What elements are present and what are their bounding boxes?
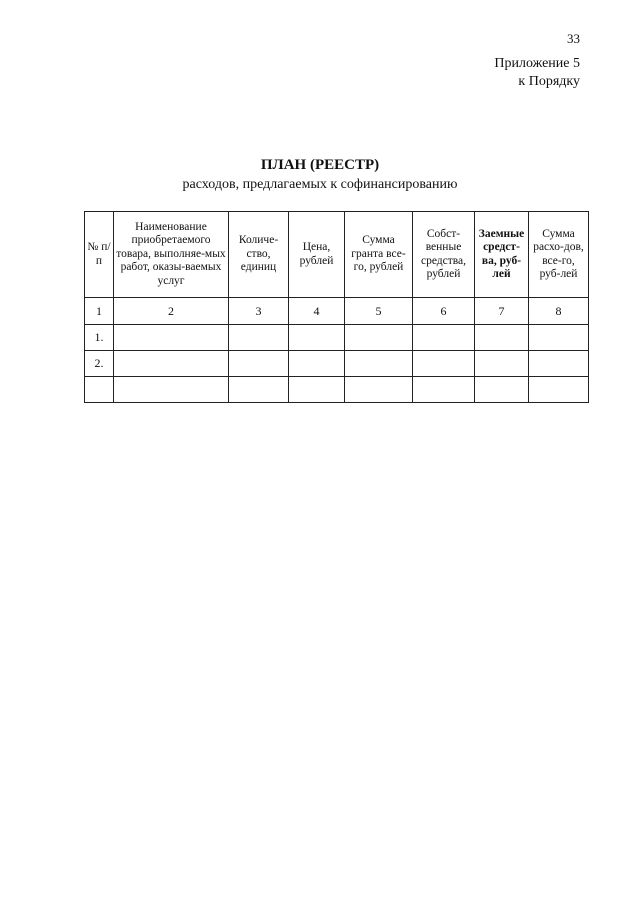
- document-subtitle: расходов, предлагаемых к софинансированию: [182, 177, 458, 192]
- column-number-cell: 6: [413, 298, 475, 325]
- table-cell: [114, 377, 229, 403]
- column-number-cell: 1: [85, 298, 114, 325]
- header-cell-price: Цена, рублей: [289, 212, 345, 298]
- appendix-line-2: к Порядку: [518, 74, 580, 89]
- header-cell-quantity: Количе-ство, единиц: [229, 212, 289, 298]
- table-cell: [475, 325, 529, 351]
- column-number-cell: 3: [229, 298, 289, 325]
- table-row: [85, 351, 589, 377]
- header-cell-total-expenses: Сумма расхо-дов, все-го, руб-лей: [529, 212, 589, 298]
- table-cell: [289, 325, 345, 351]
- column-number-row: [85, 298, 589, 325]
- table-cell: [229, 325, 289, 351]
- table-cell: [345, 325, 413, 351]
- column-number-cell: 2: [114, 298, 229, 325]
- header-cell-grant-amount: Сумма гранта все-го, рублей: [345, 212, 413, 298]
- header-cell-item-name: Наименование приобретаемого товара, выполняе-мых работ, оказы-ваемых услуг: [114, 212, 229, 298]
- table-cell: [529, 377, 589, 403]
- table-cell: [114, 351, 229, 377]
- table-cell: [413, 325, 475, 351]
- table-row: [85, 325, 589, 351]
- appendix-line-1: Приложение 5: [494, 56, 580, 71]
- header-cell-own-funds: Собст-венные средства, рублей: [413, 212, 475, 298]
- page-number: 33: [567, 31, 580, 46]
- appendix-reference: [494, 55, 580, 91]
- header-cell-row-number: № п/п: [85, 212, 114, 298]
- table-cell: 2.: [85, 351, 114, 377]
- table-cell: [413, 377, 475, 403]
- table-cell: [85, 377, 114, 403]
- table-cell: [114, 325, 229, 351]
- table-cell: [529, 325, 589, 351]
- table-row: [85, 377, 589, 403]
- table-cell: 1.: [85, 325, 114, 351]
- table-cell: [413, 351, 475, 377]
- table-cell: [475, 377, 529, 403]
- table-cell: [475, 351, 529, 377]
- header-cell-borrowed-funds: Заемные средст-ва, руб-лей: [475, 212, 529, 298]
- column-number-cell: 5: [345, 298, 413, 325]
- expense-plan-table: [84, 211, 589, 403]
- header-row: [85, 212, 589, 298]
- table-cell: [529, 351, 589, 377]
- column-number-cell: 7: [475, 298, 529, 325]
- column-number-cell: 4: [289, 298, 345, 325]
- table-cell: [289, 377, 345, 403]
- table-cell: [345, 377, 413, 403]
- table-cell: [229, 351, 289, 377]
- table-cell: [289, 351, 345, 377]
- document-title: ПЛАН (РЕЕСТР): [260, 157, 380, 173]
- table-cell: [345, 351, 413, 377]
- column-number-cell: 8: [529, 298, 589, 325]
- table-cell: [229, 377, 289, 403]
